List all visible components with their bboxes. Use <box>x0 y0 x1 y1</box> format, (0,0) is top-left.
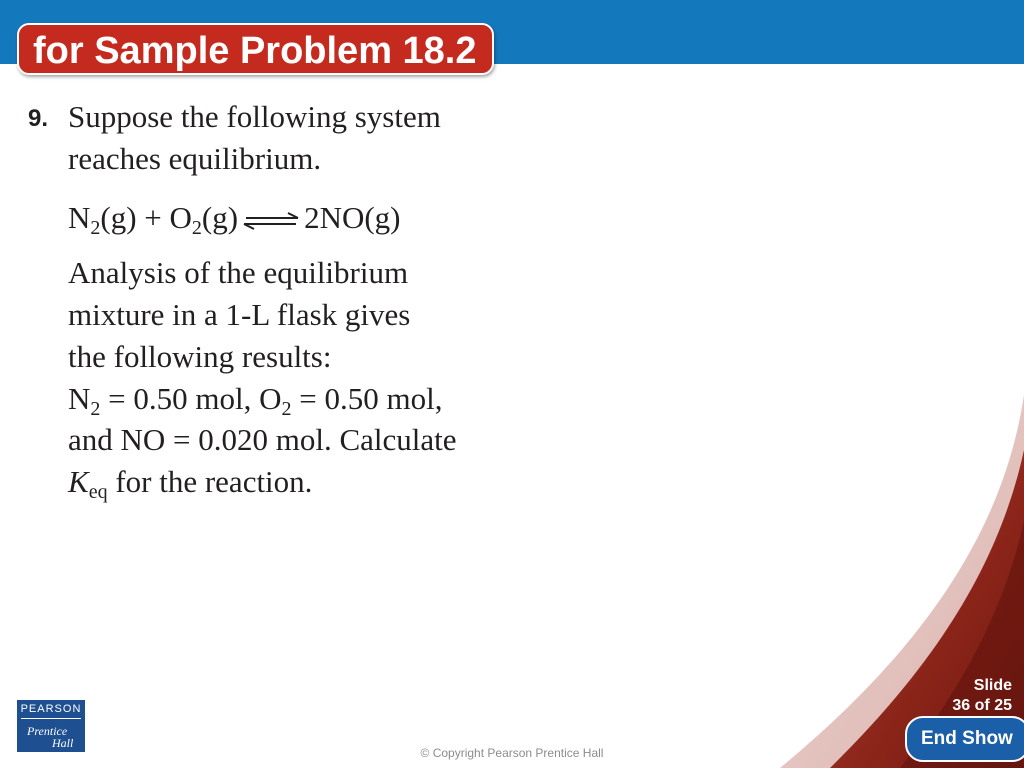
problem-line-5: mixture in a 1-L flask gives <box>68 297 411 332</box>
title-box <box>17 23 494 75</box>
slide-counter-value: 36 of 25 <box>952 697 1012 714</box>
pearson-logo: PEARSON Prentice Hall <box>17 700 85 752</box>
problem-line-2: reaches equilibrium. <box>68 141 322 176</box>
copyright-text: © Copyright Pearson Prentice Hall <box>420 746 604 760</box>
chemical-equation: $N_2(g) + O_2(g)$ 2NO(g) <box>68 200 401 239</box>
amounts-line: $N_2 = 0.50$ mol, $O_2 = 0.50$ mol, <box>68 381 443 420</box>
keq-line: $K_{eq}$ for the reaction. <box>68 464 313 503</box>
end-show-button[interactable]: End Show <box>905 716 1024 762</box>
slide-counter <box>952 676 1012 716</box>
equilibrium-arrow-icon <box>242 211 300 231</box>
problem-line-8: and NO = 0.020 mol. Calculate <box>68 422 457 457</box>
problem-line-1: Suppose the following system <box>68 99 441 134</box>
slide-counter-label: Slide <box>973 677 1012 694</box>
slide-title: for Sample Problem 18.2 <box>33 30 477 72</box>
problem-line-4: Analysis of the equilibrium <box>68 255 409 290</box>
problem-number: 9. <box>28 105 49 132</box>
problem-line-6: the following results: <box>68 339 332 374</box>
